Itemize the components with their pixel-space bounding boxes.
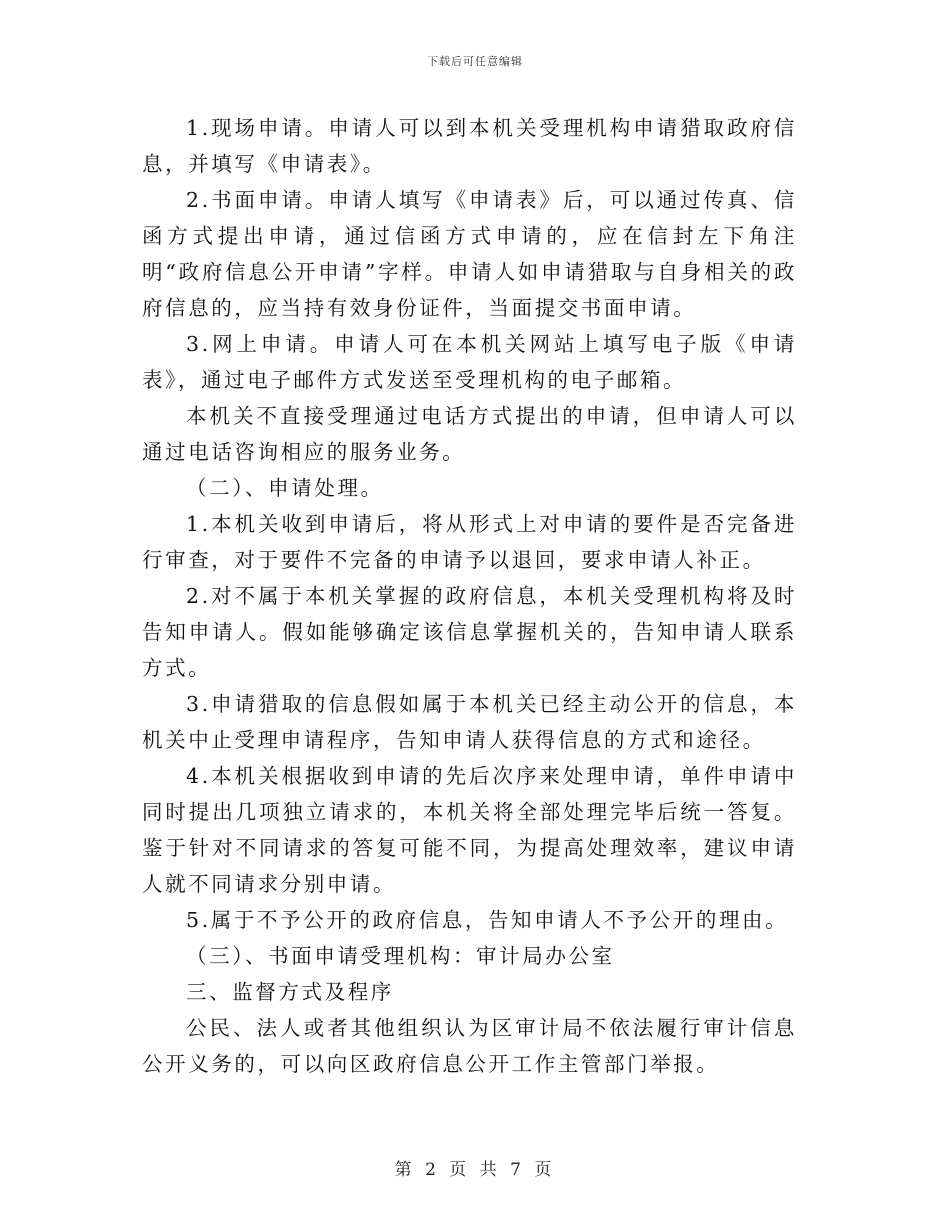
section-heading-processing: （二）、申请处理。 [186, 476, 384, 500]
paragraph-processing-5: 5.属于不予公开的政府信息，告知申请人不予公开的理由。 [186, 908, 789, 932]
paragraph-online-application: 3.网上申请。申请人可在本机关网站上填写电子版《申请表》，通过电子邮件方式发送至受理机构的电子邮箱。 [142, 332, 797, 392]
document-body [142, 110, 797, 1082]
paragraph-written-application: 2.书面申请。申请人填写《申请表》后，可以通过传真、信函方式提出申请，通过信函方式申请的，应在信封左下角注明“政府信息公开申请”字样。申请人如申请猎取与自身相关的政府信息的，应当持有效身份证件，当面提交书面申请。 [142, 188, 797, 320]
paragraph-phone-note: 本机关不直接受理通过电话方式提出的申请，但申请人可以通过电话咨询相应的服务业务。 [142, 404, 797, 464]
page-header: 下载后可任意编辑 [427, 55, 523, 68]
paragraph-onsite-application: 1.现场申请。申请人可以到本机关受理机构申请猎取政府信息，并填写《申请表》。 [142, 116, 797, 176]
paragraph-processing-1: 1.本机关收到申请后，将从形式上对申请的要件是否完备进行审查，对于要件不完备的申请予以退回，要求申请人补正。 [142, 512, 797, 572]
section-heading-supervision: 三、监督方式及程序 [186, 980, 394, 1004]
section-heading-receiving-office: （三）、书面申请受理机构：审计局办公室 [186, 944, 615, 968]
page-number-footer: 第 2 页 共 7 页 [394, 1160, 556, 1180]
paragraph-processing-3: 3.申请猎取的信息假如属于本机关已经主动公开的信息，本机关中止受理申请程序，告知申请人获得信息的方式和途径。 [142, 692, 797, 752]
paragraph-processing-4: 4.本机关根据收到申请的先后次序来处理申请，单件申请中同时提出几项独立请求的，本机关将全部处理完毕后统一答复。鉴于针对不同请求的答复可能不同，为提高处理效率，建议申请人就不同请求分别申请。 [142, 764, 797, 896]
paragraph-supervision: 公民、法人或者其他组织认为区审计局不依法履行审计信息公开义务的，可以向区政府信息公开工作主管部门举报。 [142, 1016, 797, 1076]
paragraph-processing-2: 2.对不属于本机关掌握的政府信息，本机关受理机构将及时告知申请人。假如能够确定该信息掌握机关的，告知申请人联系方式。 [142, 584, 797, 680]
